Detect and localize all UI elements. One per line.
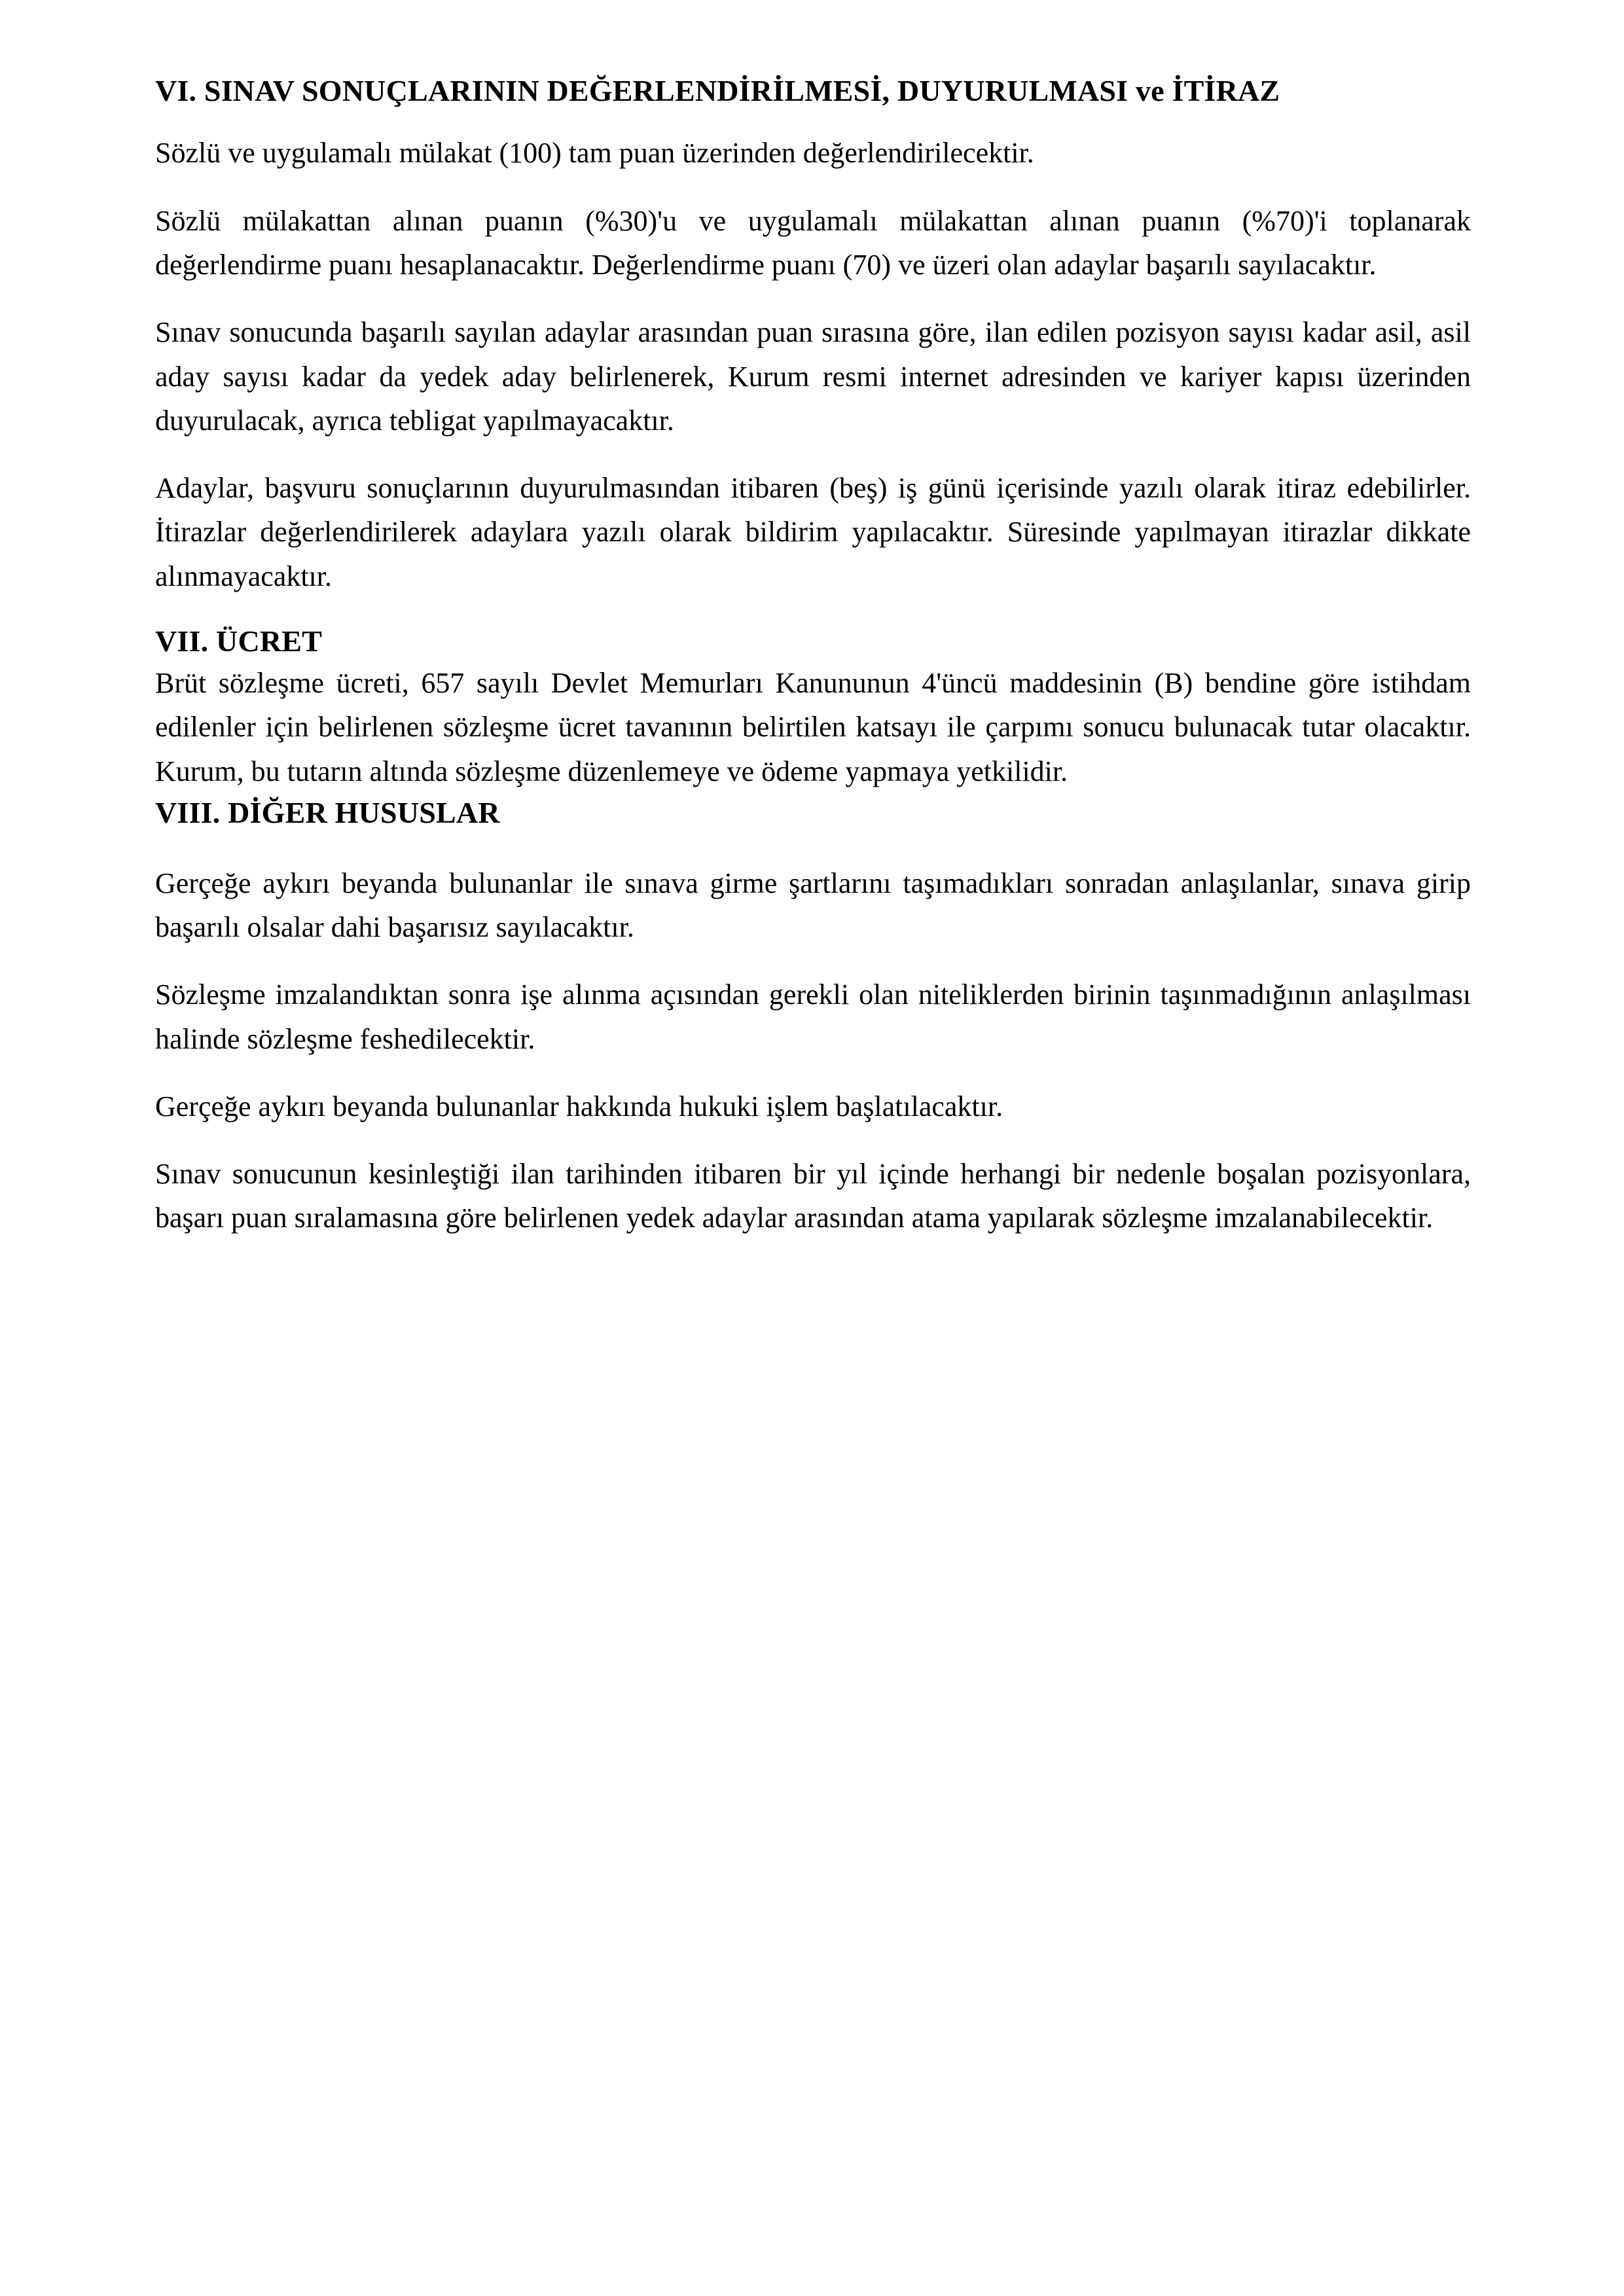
paragraph-vii-1: Brüt sözleşme ücreti, 657 sayılı Devlet Memurları Kanununun 4'üncü maddesinin (B) bendine göre istihdam edilenler için belirlenen sözleşme ücret tavanının belirtilen katsayı ile çarpımı sonucu bulunacak tutar olacaktır. Kurum, bu tutarın altında sözleşme düzenlemeye ve ödeme yapmaya yetkilidir. bbox=[155, 666, 1471, 787]
paragraph-vi-1: Sözlü ve uygulamalı mülakat (100) tam puan üzerinden değerlendirilecektir. bbox=[155, 137, 1034, 170]
paragraph-viii-2: Sözleşme imzalandıktan sonra işe alınma açısından gerekli olan niteliklerden birinin taşınmadığının anlaşılması halinde sözleşme feshedilecektir. bbox=[155, 978, 1471, 1055]
paragraph-vi-2: Sözlü mülakattan alınan puanın (%30)'u ve uygulamalı mülakattan alınan puanın (%70)'i toplanarak değerlendirme puanı hesaplanacaktır. Değerlendirme puanı (70) ve üzeri olan adaylar başarılı sayılacaktır. bbox=[155, 204, 1471, 281]
paragraph-viii-4: Sınav sonucunun kesinleştiği ilan tarihinden itibaren bir yıl içinde herhangi bir nedenle boşalan pozisyonlara, başarı puan sıralamasına göre belirlenen yedek adaylar arasından atama yapılarak sözleşme imzalanabilecektir. bbox=[155, 1158, 1471, 1234]
document-body bbox=[155, 73, 1471, 1264]
paragraph-viii-1: Gerçeğe aykırı beyanda bulunanlar ile sınava girme şartlarını taşımadıkları sonradan anlaşılanlar, sınava girip başarılı olsalar dahi başarısız sayılacaktır. bbox=[155, 867, 1471, 943]
paragraph-vi-3: Sınav sonucunda başarılı sayılan adaylar arasından puan sırasına göre, ilan edilen pozisyon sayısı kadar asil, asil aday sayısı kadar da yedek aday belirlenerek, Kurum resmi internet adresinden ve kariyer kapısı üzerinden duyurulacak, ayrıca tebligat yapılmayacaktır. bbox=[155, 316, 1471, 437]
section-heading-vi: VI. SINAV SONUÇLARININ DEĞERLENDİRİLMESİ, DUYURULMASI ve İTİRAZ bbox=[155, 74, 1280, 107]
section-heading-viii: VIII. DİĞER HUSUSLAR bbox=[155, 795, 500, 829]
paragraph-vi-4: Adaylar, başvuru sonuçlarının duyurulmasından itibaren (beş) iş günü içerisinde yazılı olarak itiraz edebilirler. İtirazlar değerlendirilerek adaylara yazılı olarak bildirim yapılacaktır. Süresinde yapılmayan itirazlar dikkate alınmayacaktır. bbox=[155, 472, 1471, 592]
paragraph-viii-3: Gerçeğe aykırı beyanda bulunanlar hakkında hukuki işlem başlatılacaktır. bbox=[155, 1090, 1003, 1122]
section-heading-vii: VII. ÜCRET bbox=[155, 624, 323, 658]
heading-body-spacer bbox=[155, 833, 1471, 861]
